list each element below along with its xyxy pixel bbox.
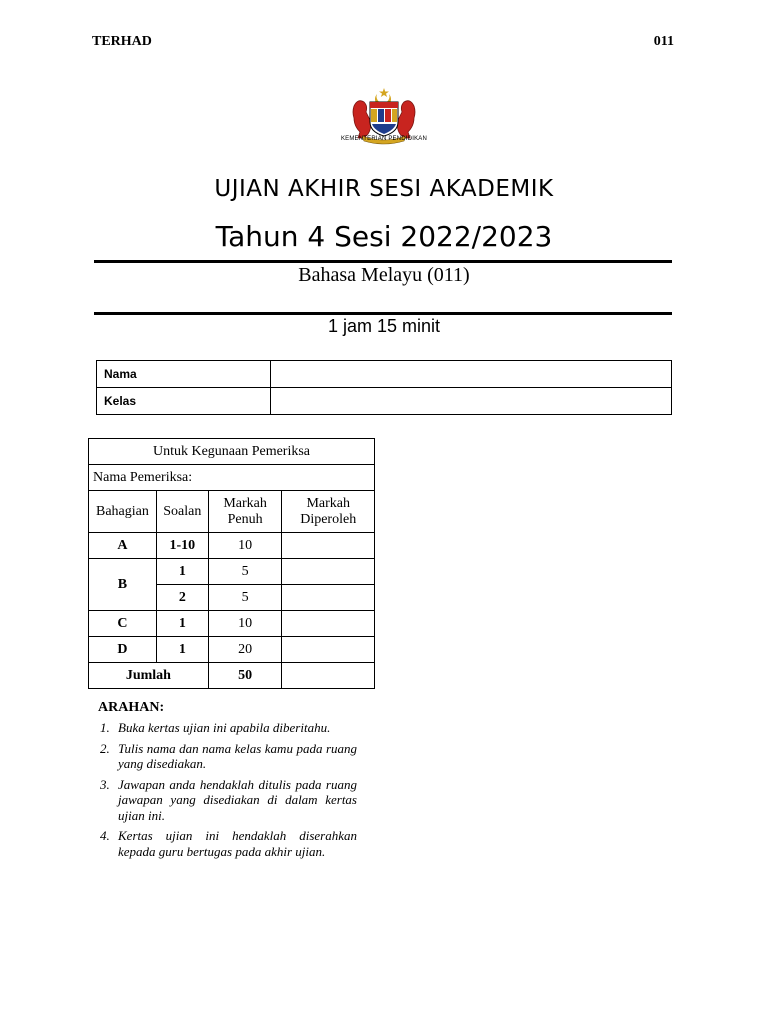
student-info-table bbox=[96, 360, 672, 415]
header-paper-code: 011 bbox=[653, 34, 674, 49]
section-cell: C bbox=[89, 611, 157, 637]
full-marks-cell: 20 bbox=[208, 637, 282, 663]
full-marks-cell: 10 bbox=[208, 533, 282, 559]
question-cell: 1 bbox=[156, 559, 208, 585]
exam-duration: 1 jam 15 minit bbox=[327, 316, 441, 336]
name-label: Nama bbox=[97, 361, 271, 388]
section-cell: B bbox=[89, 559, 157, 611]
table-row bbox=[89, 637, 375, 663]
full-marks-cell: 10 bbox=[208, 611, 282, 637]
instruction-text: Kertas ujian ini hendaklah diserahkan kepada guru bertugas pada akhir ujian. bbox=[118, 828, 357, 859]
instruction-text: Buka kertas ujian ini apabila diberitahu. bbox=[118, 720, 331, 735]
total-full-marks: 50 bbox=[208, 663, 282, 689]
question-cell: 1-10 bbox=[156, 533, 208, 559]
col-header-question: Soalan bbox=[156, 491, 208, 533]
marks-obtained-cell[interactable] bbox=[282, 559, 375, 585]
col-header-section: Bahagian bbox=[89, 491, 157, 533]
marks-obtained-cell[interactable] bbox=[282, 585, 375, 611]
total-row bbox=[89, 663, 375, 689]
divider-top bbox=[94, 260, 672, 263]
examiner-name-label: Nama Pemeriksa: bbox=[89, 465, 375, 491]
examiner-table bbox=[88, 438, 375, 689]
full-marks-cell: 5 bbox=[208, 559, 282, 585]
table-row bbox=[89, 533, 375, 559]
class-row bbox=[97, 388, 672, 415]
divider-bottom bbox=[94, 312, 672, 315]
question-cell: 2 bbox=[156, 585, 208, 611]
question-cell: 1 bbox=[156, 611, 208, 637]
instructions-list bbox=[98, 720, 357, 864]
exam-year-session: Tahun 4 Sesi 2022/2023 bbox=[215, 220, 553, 253]
exam-title: UJIAN AKHIR SESI AKADEMIK bbox=[214, 176, 554, 202]
full-marks-cell: 5 bbox=[208, 585, 282, 611]
header-classification: TERHAD bbox=[92, 34, 152, 49]
marks-obtained-cell[interactable] bbox=[282, 533, 375, 559]
instruction-text: Jawapan anda hendaklah ditulis pada ruang jawapan yang disediakan di dalam kertas ujian ini. bbox=[118, 776, 357, 823]
marks-obtained-cell[interactable] bbox=[282, 611, 375, 637]
section-cell: A bbox=[89, 533, 157, 559]
list-item: 2. Tulis nama dan nama kelas kamu pada ruang yang disediakan. bbox=[100, 740, 357, 771]
total-marks-obtained[interactable] bbox=[282, 663, 375, 689]
marks-obtained-cell[interactable] bbox=[282, 637, 375, 663]
col-header-full-marks: Markah Penuh bbox=[208, 491, 282, 533]
list-item: 3. Jawapan anda hendaklah ditulis pada ruang jawapan yang disediakan di dalam kertas ujian ini. bbox=[100, 776, 357, 823]
table-row bbox=[89, 559, 375, 585]
instructions-heading: ARAHAN: bbox=[98, 700, 165, 715]
class-field[interactable] bbox=[271, 388, 672, 415]
total-label: Jumlah bbox=[89, 663, 209, 689]
ministry-name: KEMENTERIAN PENDIDIKAN bbox=[340, 136, 428, 142]
table-row bbox=[89, 611, 375, 637]
section-cell: D bbox=[89, 637, 157, 663]
list-item: 1. Buka kertas ujian ini apabila diberitahu. bbox=[98, 720, 357, 736]
name-row bbox=[97, 361, 672, 388]
col-header-marks-obtained: Markah Diperoleh bbox=[282, 491, 375, 533]
examiner-table-title: Untuk Kegunaan Pemeriksa bbox=[89, 439, 375, 465]
instruction-text: Tulis nama dan nama kelas kamu pada ruang yang disediakan. bbox=[118, 740, 357, 771]
subject-title: Bahasa Melayu (011) bbox=[298, 264, 470, 286]
name-field[interactable] bbox=[271, 361, 672, 388]
list-item: 4. Kertas ujian ini hendaklah diserahkan kepada guru bertugas pada akhir ujian. bbox=[100, 828, 357, 859]
class-label: Kelas bbox=[97, 388, 271, 415]
question-cell: 1 bbox=[156, 637, 208, 663]
